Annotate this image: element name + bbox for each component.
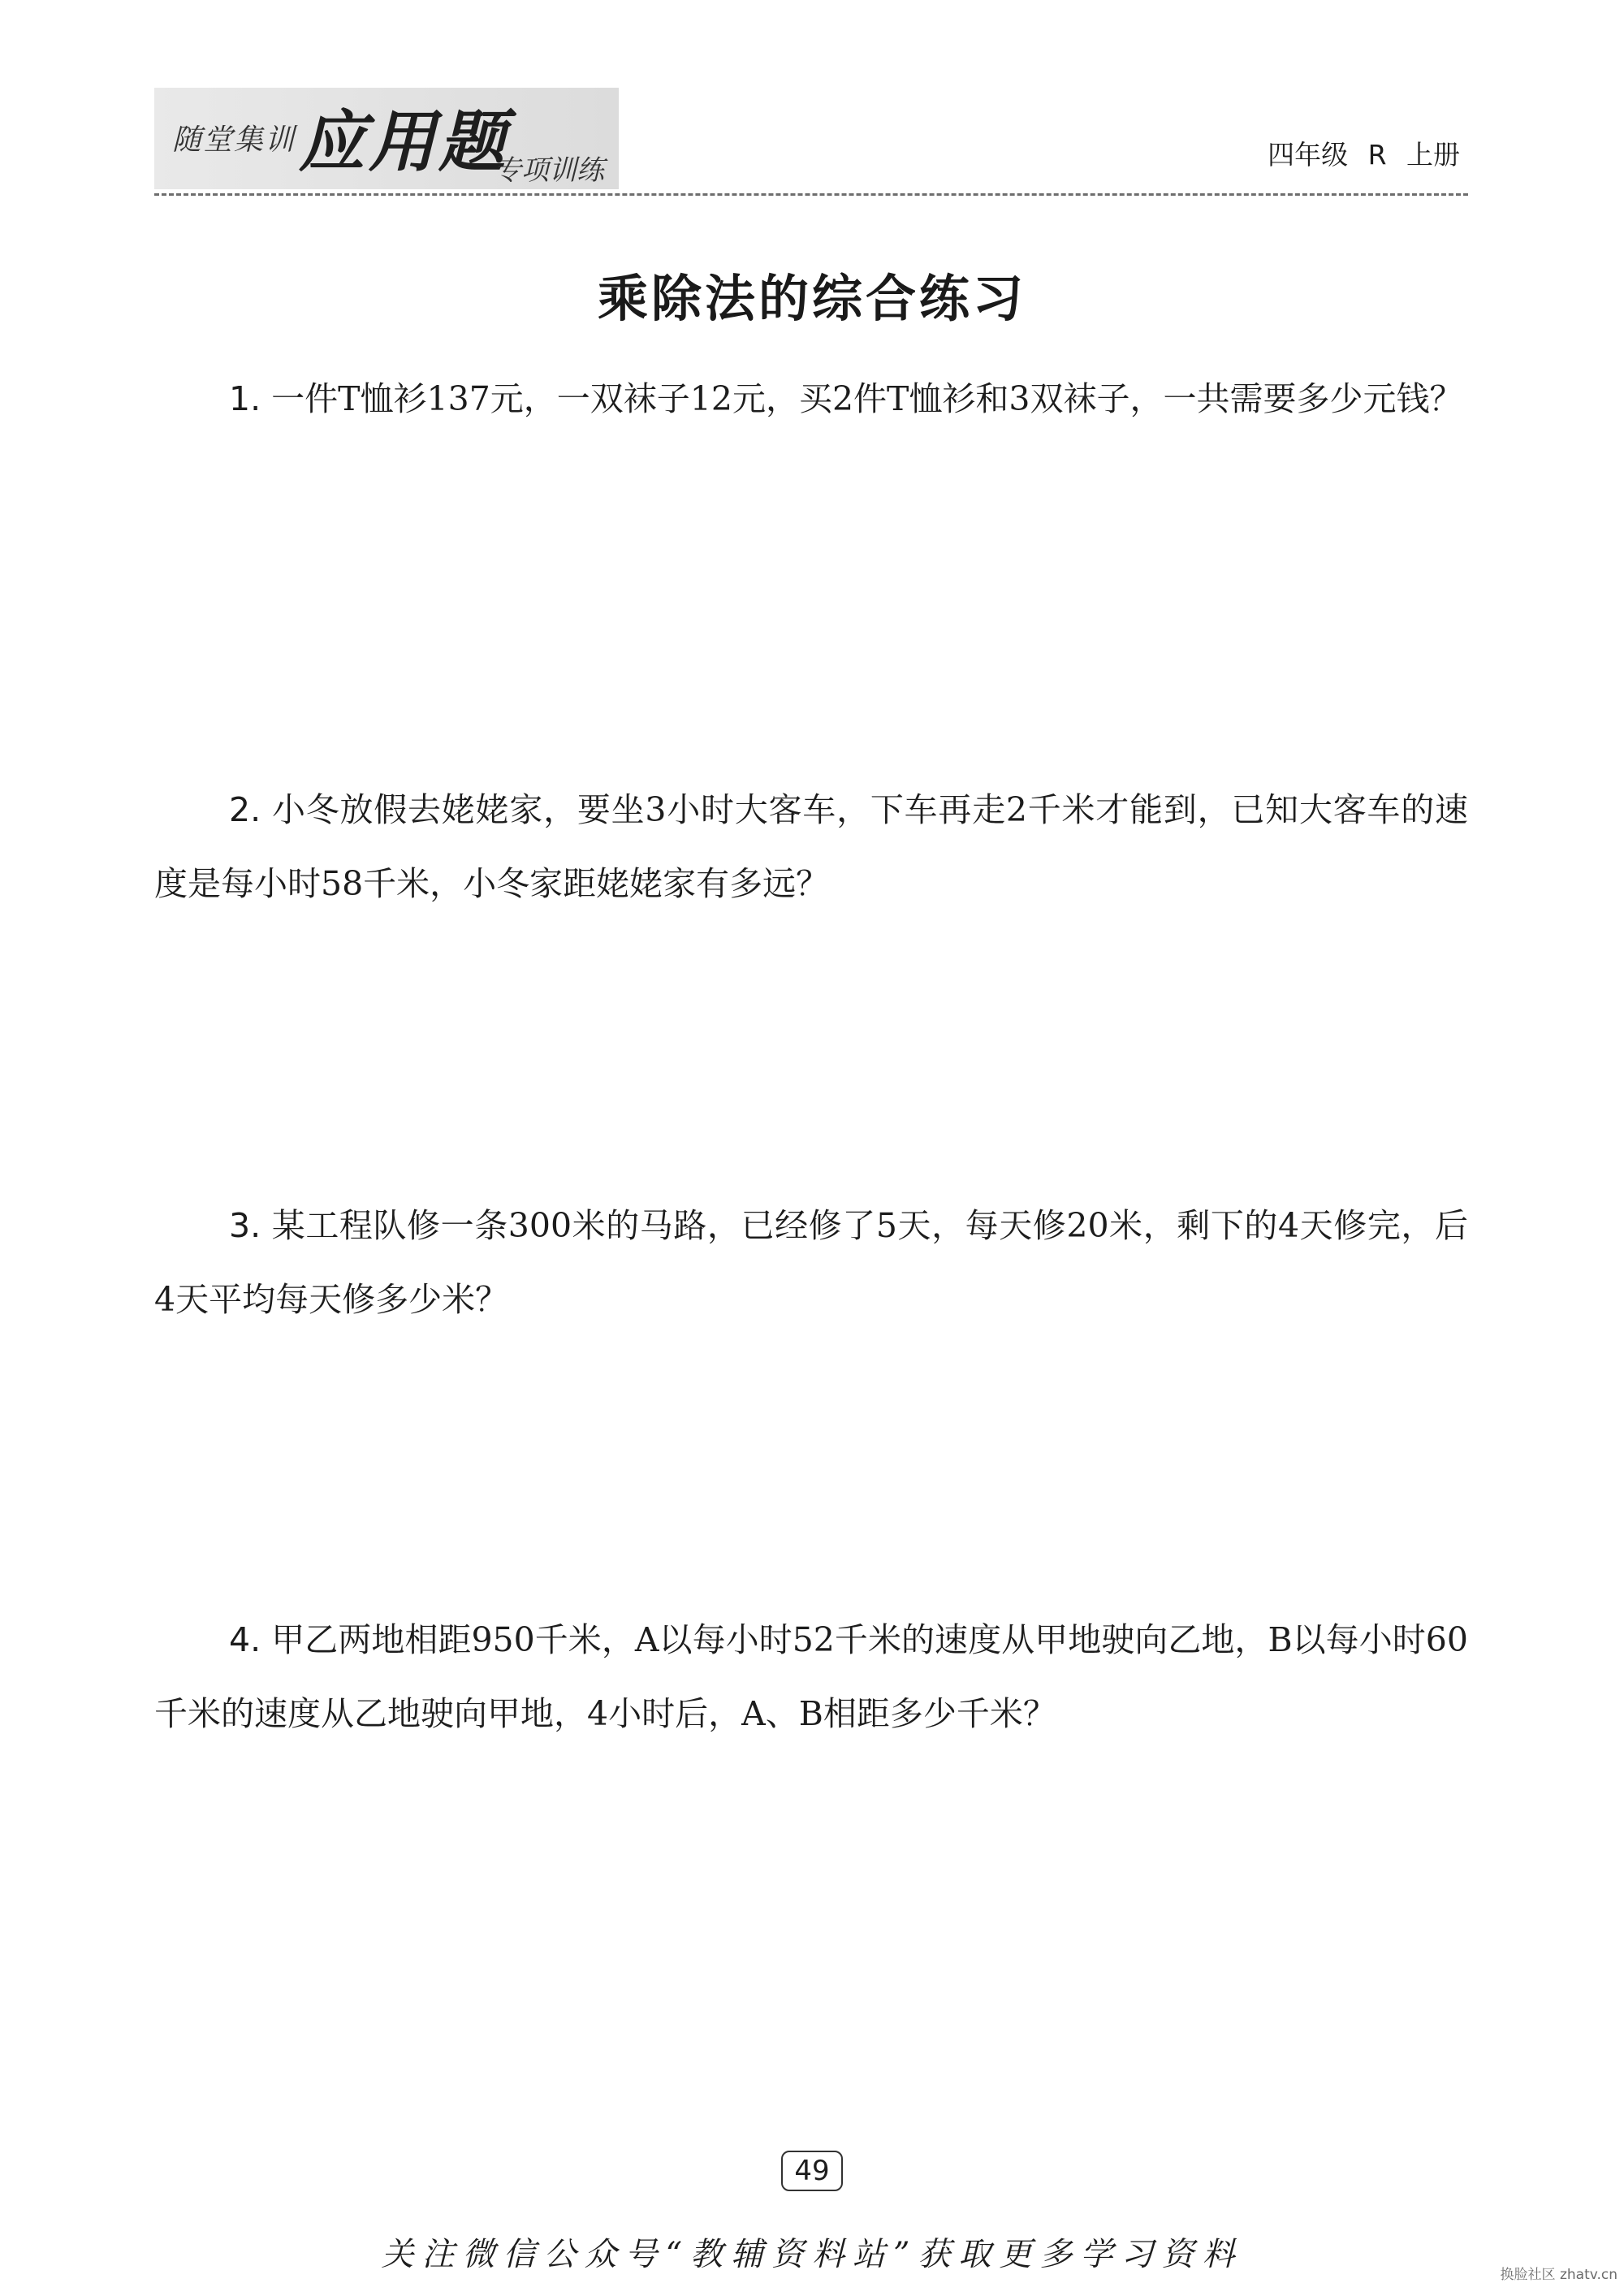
banner-title: 应用题 [299,104,508,181]
question-text: 甲乙两地相距950千米，A以每小时52千米的速度从甲地驶向乙地，B以每小时60千米的速度从乙地驶向甲地，4小时后，A、B相距多少千米？ [154,1620,1468,1733]
question-number: 2. [229,790,261,829]
question-text: 某工程队修一条300米的马路，已经修了5天，每天修20米，剩下的4天修完，后4天平均每天修多少米？ [154,1206,1468,1319]
question-number: 3. [229,1206,261,1245]
question-text: 小冬放假去姥姥家，要坐3小时大客车，下车再走2千米才能到，已知大客车的速度是每小时58千米，小冬家距姥姥家有多远？ [154,790,1468,903]
page-number: 49 [781,2151,843,2191]
question-1 [154,362,1468,436]
corner-watermark: 换脸社区 zhatv.cn [1500,2267,1618,2283]
question-2 [154,773,1468,921]
page-title: 乘除法的综合练习 [597,269,1026,328]
header-divider [154,193,1468,196]
banner-subtitle: 专项训练 [494,154,604,187]
question-3 [154,1189,1468,1337]
banner-series: 随堂集训 [172,123,296,157]
footer-note: 关注微信公众号“教辅资料站”获取更多学习资料 [381,2236,1243,2273]
header-banner [154,88,619,189]
question-number: 1. [229,379,261,418]
question-number: 4. [229,1620,261,1659]
question-text: 一件T恤衫137元，一双袜子12元，买2件T恤衫和3双袜子，一共需要多少元钱？ [271,379,1463,418]
grade-info: 四年级 R 上册 [1268,139,1460,171]
question-4 [154,1603,1468,1751]
